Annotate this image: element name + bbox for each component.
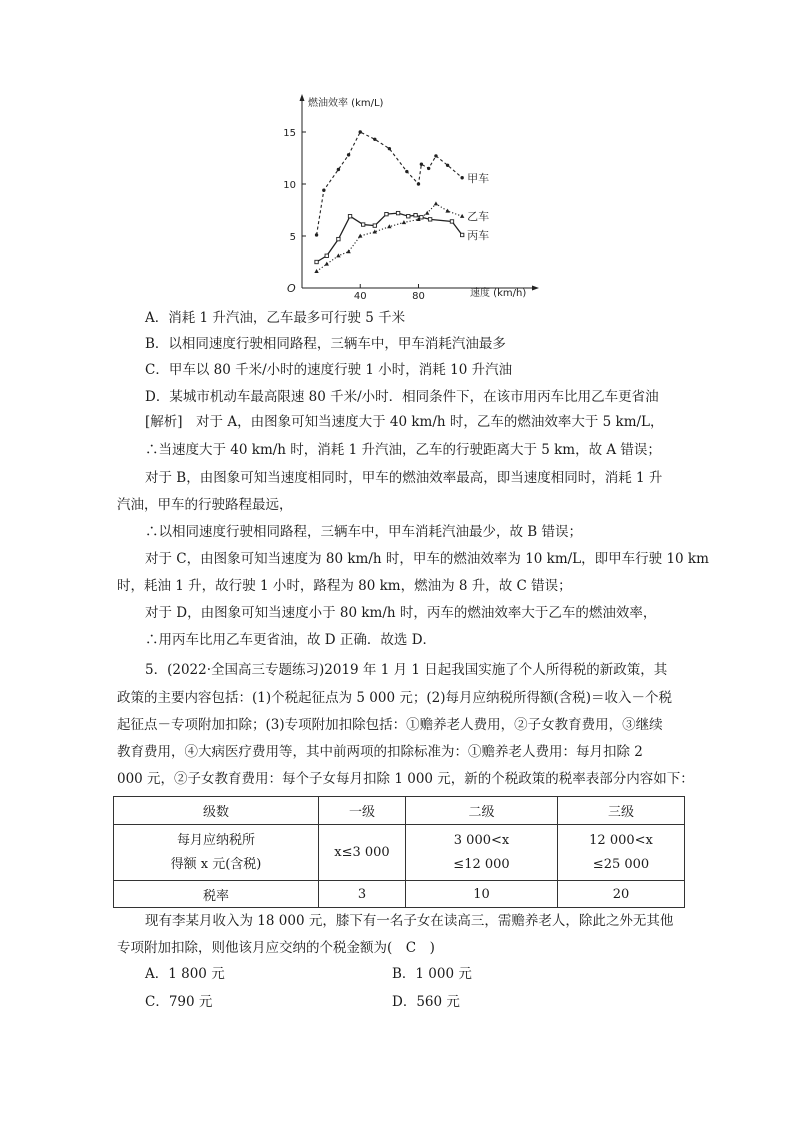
table-header-row (114, 797, 685, 825)
grade3-top: 12 000<x (589, 832, 653, 848)
analysis-line: 汽油，甲车的行驶路程最远， (117, 497, 293, 513)
table-cell: 20 (558, 881, 685, 908)
option-4d: D．某城市机动车最高限速 80 千米/小时．相同条件下，在该市用丙车比用乙车更省油 (145, 389, 659, 405)
data-point (373, 224, 376, 227)
data-point (460, 176, 463, 179)
data-point (315, 233, 318, 236)
analysis-line: 对于 B，由图象可知当速度相同时，甲车的燃油效率最高，即当速度相同时，消耗 1 升 (145, 470, 663, 486)
option-4c: C．甲车以 80 千米/小时的速度行驶 1 小时，消耗 10 升汽油 (145, 362, 513, 378)
table-cell: 税率 (114, 881, 319, 908)
data-point (373, 138, 376, 141)
table-row (114, 881, 685, 908)
data-point (396, 211, 399, 214)
data-point (325, 262, 329, 266)
analysis-line: ∴用丙车比用乙车更省油，故 D 正确．故选 D． (145, 632, 437, 648)
data-point (460, 214, 464, 218)
analysis-line: 对于 D，由图象可知当速度小于 80 km/h 时，丙车的燃油效率大于乙车的燃油效率， (145, 605, 657, 621)
data-point (425, 211, 429, 215)
grade3-bottom: ≤25 000 (592, 856, 650, 872)
income-label-line2: 得额 x 元(含税) (170, 856, 262, 872)
origin-label: O (287, 282, 296, 295)
y-tick-label: 5 (289, 232, 296, 243)
analysis-line: ∴当速度大于 40 km/h 时，消耗 1 升汽油，乙车的行驶距离大于 5 km，故 A 错误； (145, 442, 661, 458)
data-point (387, 224, 391, 228)
data-point (420, 163, 423, 166)
question-5-tail: 专项附加扣除，则他该月应交纳的个税金额为( C ) (117, 940, 435, 956)
data-point (325, 254, 328, 257)
series-label: 甲车 (467, 171, 490, 185)
data-point (388, 147, 391, 150)
question-5-line: 5．(2022·全国高三专题练习)2019 年 1 月 1 日起我国实施了个人所得税的新政策，其 (145, 662, 668, 678)
x-axis-label: 速度 (km/h) (470, 288, 527, 299)
data-point (434, 154, 437, 157)
data-point (402, 220, 406, 224)
data-point (315, 260, 318, 263)
data-point (428, 218, 431, 221)
table-header-cell: 三级 (558, 797, 685, 825)
table-cell (558, 825, 685, 881)
data-point (337, 237, 340, 240)
option-4a: A．消耗 1 升汽油，乙车最多可行驶 5 千米 (145, 310, 406, 326)
table-cell: x≤3 000 (319, 825, 406, 881)
data-point (460, 233, 463, 236)
data-point (405, 170, 408, 173)
data-point (348, 215, 351, 218)
option-5b: B．1 000 元 (392, 966, 472, 982)
y-axis-arrow (300, 94, 305, 101)
series-label: 丙车 (467, 228, 490, 242)
data-point (361, 223, 364, 226)
fuel-efficiency-chart (275, 90, 545, 300)
data-point (385, 212, 388, 215)
data-point (417, 182, 420, 185)
x-tick-label: 80 (412, 291, 425, 300)
data-point (420, 216, 423, 219)
question-5-line: 000 元，②子女教育费用：每个子女每月扣除 1 000 元，新的个税政策的税率表部分内容如下： (117, 771, 694, 787)
question-5-line: 教育费用，④大病医疗费用等，其中前两项的扣除标准为：①赡养老人费用：每月扣除 2 (117, 744, 643, 760)
data-point (346, 249, 350, 253)
data-point (336, 253, 340, 257)
table-header-cell: 级数 (114, 797, 319, 825)
income-label-line1: 每月应纳税所 (176, 832, 255, 848)
y-tick-label: 10 (283, 180, 296, 191)
data-point (337, 168, 340, 171)
option-5d: D．560 元 (392, 994, 460, 1010)
grade2-top: 3 000<x (453, 832, 510, 848)
analysis-line: 时，耗油 1 升，故行驶 1 小时，路程为 80 km，燃油为 8 升，故 C 错误； (117, 578, 572, 594)
option-5c: C．790 元 (145, 994, 213, 1010)
grade2-bottom: ≤12 000 (453, 856, 510, 872)
question-5-line: 政策的主要内容包括：(1)个税起征点为 5 000 元；(2)每月应纳税所得额(含税)＝收入－个税 (117, 690, 673, 706)
chart-axes (287, 94, 539, 299)
option-4b: B．以相同速度行驶相同路程，三辆车中，甲车消耗汽油最多 (145, 336, 506, 352)
y-axis-label: 燃油效率 (km/L) (308, 98, 384, 109)
x-tick-label: 40 (353, 291, 367, 300)
table-cell (406, 825, 558, 881)
question-5-line: 起征点－专项附加扣除；(3)专项附加扣除包括：①赡养老人费用，②子女教育费用，③继续 (117, 717, 663, 733)
analysis-line: 对于 C，由图象可知当速度为 80 km/h 时，甲车的燃油效率为 10 km/L，即甲车行驶 10 km (145, 551, 709, 567)
table-header-cell: 一级 (319, 797, 406, 825)
table-cell: 3 (319, 881, 406, 908)
option-5a: A．1 800 元 (145, 966, 225, 982)
table-row (114, 825, 685, 881)
data-point (434, 201, 438, 205)
y-tick-label: 15 (283, 128, 296, 139)
analysis-line: [解析] 对于 A，由图象可知当速度大于 40 km/h 时，乙车的燃油效率大于 5 km/L， (145, 414, 664, 430)
x-axis-arrow (532, 286, 539, 291)
table-cell: 10 (406, 881, 558, 908)
tax-rate-table (113, 796, 685, 908)
data-point (347, 153, 350, 156)
data-point (314, 269, 318, 273)
data-point (450, 220, 453, 223)
analysis-line: ∴以相同速度行驶相同路程，三辆车中，甲车消耗汽油最少，故 B 错误； (145, 524, 583, 540)
series-label: 乙车 (467, 210, 490, 224)
data-point (407, 215, 410, 218)
data-point (446, 164, 449, 167)
data-point (358, 234, 362, 238)
table-header-cell: 二级 (406, 797, 558, 825)
data-point (414, 214, 417, 217)
data-point (322, 189, 325, 192)
question-5-tail: 现有李某月收入为 18 000 元，膝下有一名子女在读高三，需赡养老人，除此之外无其他 (145, 913, 674, 929)
table-cell (114, 825, 319, 881)
data-point (359, 130, 362, 133)
data-point (427, 167, 430, 170)
